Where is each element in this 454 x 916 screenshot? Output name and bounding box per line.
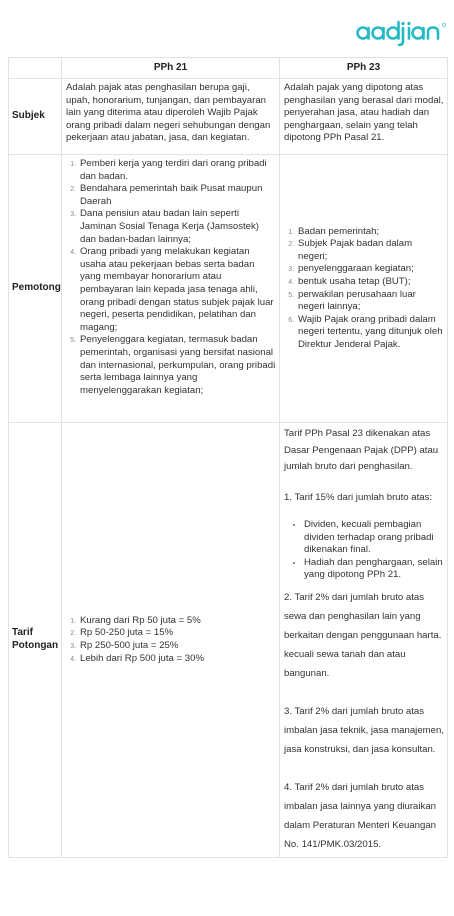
list-item: • Hadiah dan penghargaan, selain yang dipotong PPh 21. bbox=[304, 557, 444, 582]
tarif-pph23-content bbox=[280, 423, 447, 857]
table-row bbox=[9, 155, 448, 423]
tarif-pph23-point-1: 1. Tarif 15% dari jumlah bruto atas: bbox=[284, 491, 433, 503]
list-item: 2. Rp 50-250 juta = 15% bbox=[78, 627, 276, 640]
list-item: 4. Orang pribadi yang melakukan kegiatan usaha atau pekerjaan bebas serta badan yang membayar honorarium atau pembayaran lain kepada jasa tenaga ahli, orang pribadi dengan status subjek pajak luar negeri, peserta pendidikan, pelatihan dan magang; bbox=[78, 246, 276, 334]
table-header-row bbox=[9, 58, 448, 79]
row-label-tarif: Tarif Potongan bbox=[9, 423, 62, 858]
list-item: 6. Wajib Pajak orang pribadi dalam negeri tertentu, yang ditunjuk oleh Direktur Jenderal Pajak. bbox=[296, 314, 444, 352]
list-item: 1. Badan pemerintah; bbox=[296, 226, 444, 239]
gadjian-logo-icon bbox=[356, 16, 448, 46]
list-item: 4. Lebih dari Rp 500 juta = 30% bbox=[78, 653, 276, 666]
pemotong-pph23-list bbox=[284, 226, 444, 352]
tarif-pph23-point-1-list bbox=[284, 519, 444, 582]
header-pph21: PPh 21 bbox=[62, 58, 280, 79]
header-empty bbox=[9, 58, 62, 79]
list-item: • Dividen, kecuali pembagian dividen terhadap orang pribadi dikenakan final. bbox=[304, 519, 444, 557]
header-pph23: PPh 23 bbox=[280, 58, 448, 79]
list-item: 5. Penyelenggara kegiatan, termasuk badan pemerintah, organisasi yang bersifat nasional dan internasional, perkumpulan, orang pribadi serta lembaga lainnya yang menyelenggarakan kegiatan; bbox=[78, 334, 276, 397]
list-item: 3. penyelenggaraan kegiatan; bbox=[296, 263, 444, 276]
tarif-pph21-list bbox=[66, 615, 276, 665]
list-item: 2. Bendahara pemerintah baik Pusat maupun Daerah bbox=[78, 183, 276, 208]
list-item: 2. Subjek Pajak badan dalam negeri; bbox=[296, 238, 444, 263]
subjek-pph21-text: Adalah pajak atas penghasilan berupa gaji, upah, honorarium, tunjangan, dan pembayaran lain yang diterima atau diperoleh Wajib Pajak orang pribadi dalam negeri sehubungan dengan pekerjaan atau jabatan, jasa, dan kegiatan. bbox=[66, 82, 271, 144]
table-row bbox=[9, 79, 448, 155]
tarif-pph23-point-2: 2. Tarif 2% dari jumlah bruto atas sewa dan penghasilan lain yang berkaitan dengan penggunaan harta. kecuali sewa tanah dan atau bangunan. bbox=[284, 591, 442, 679]
tarif-pph23-point-3: 3. Tarif 2% dari jumlah bruto atas imbalan jasa teknik, jasa manajemen, jasa konstruksi, dan jasa konsultan. bbox=[284, 705, 444, 755]
tarif-pph23-point-4: 4. Tarif 2% dari jumlah bruto atas imbalan jasa lainnya yang diuraikan dalam Peraturan Menteri Keuangan No. 141/PMK.03/2015. bbox=[284, 781, 436, 850]
table-row bbox=[9, 423, 448, 858]
gadjian-logo[interactable] bbox=[356, 16, 448, 46]
row-label-pemotong: Pemotong bbox=[9, 155, 62, 423]
list-item: 4. bentuk usaha tetap (BUT); bbox=[296, 276, 444, 289]
list-item: 1. Kurang dari Rp 50 juta = 5% bbox=[78, 615, 276, 628]
list-item: 5. perwakilan perusahaan luar negeri lainnya; bbox=[296, 289, 444, 314]
comparison-table bbox=[8, 57, 448, 858]
list-item: 3. Rp 250-500 juta = 25% bbox=[78, 640, 276, 653]
list-item: 3. Dana pensiun atau badan lain seperti Jaminan Sosial Tenaga Kerja (Jamsostek) dan badan-badan lainnya; bbox=[78, 208, 276, 246]
row-label-subjek: Subjek bbox=[9, 79, 62, 155]
tarif-pph23-intro: Tarif PPh Pasal 23 dikenakan atas Dasar Pengenaan Pajak (DPP) atau jumlah bruto dari penghasilan. bbox=[284, 428, 439, 472]
subjek-pph23-text: Adalah pajak yang dipotong atas penghasilan yang berasal dari modal, penyerahan jasa, atau hadiah dan penghargaan, selain yang telah dipotong PPh Pasal 21. bbox=[284, 82, 444, 144]
list-item: 1. Pemberi kerja yang terdiri dari orang pribadi dan badan. bbox=[78, 158, 276, 183]
pemotong-pph21-list bbox=[66, 158, 276, 397]
